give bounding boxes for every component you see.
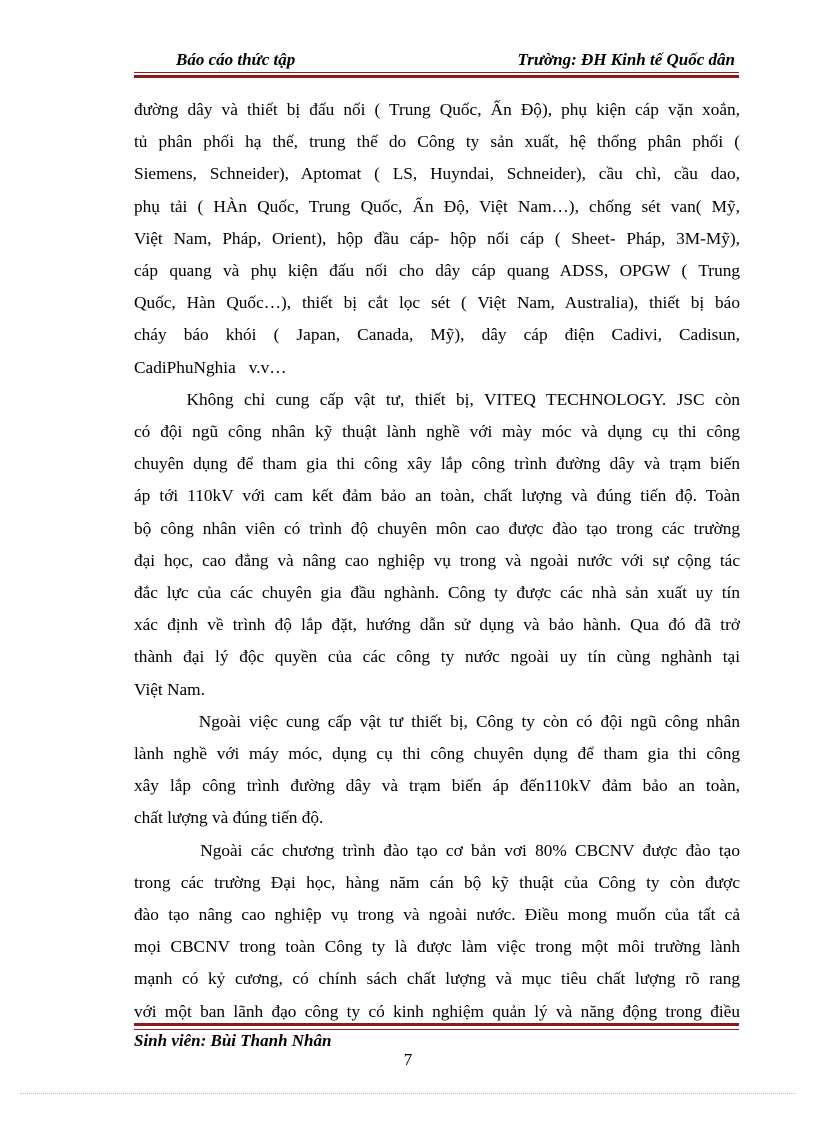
footer-student-name: Sinh viên: Bùi Thanh Nhân [134,1031,332,1050]
text-line: xác định về trình độ lắp đặt, hướng dẫn sử dụng và bảo hành. Qua đó đã trở [134,615,740,635]
header-right-title: Trường: ĐH Kinh tế Quốc dân [517,50,735,69]
text-line: lành nghề với máy móc, dụng cụ thi công chuyên dụng để tham gia thi công [134,744,740,764]
text-line: CadiPhuNghia v.v… [134,357,287,377]
text-line: tủ phân phối hạ thế, trung thế do Công ty sản xuất, hệ thống phân phối ( [134,132,740,152]
text-line: chuyên dụng để tham gia thi công xây lắp công trình đường dây và trạm biến [134,454,740,474]
text-line: cháy báo khói ( Japan, Canada, Mỹ), dây cáp điện Cadivi, Cadisun, [134,325,740,345]
text-line: Việt Nam. [134,679,205,699]
text-line: cáp quang và phụ kiện đấu nối cho dây cáp quang ADSS, OPGW ( Trung [134,261,740,281]
text-line: Siemens, Schneider), Aptomat ( LS, Huyndai, Schneider), cầu chì, cầu dao, [134,164,740,184]
text-line: xây lắp công trình đường dây và trạm biến áp đến110kV đảm bảo an toàn, [134,776,740,796]
text-line: Ngoài việc cung cấp vật tư thiết bị, Công ty còn có đội ngũ công nhân [134,711,740,731]
footer-rule-thin [134,1029,739,1030]
paragraph-4 [134,835,740,1028]
header-rule-thick [134,75,739,78]
text-line: trong các trường Đại học, hàng năm cán bộ kỹ thuật của Công ty còn được [134,872,740,892]
page-bottom-dotted-line [20,1093,796,1094]
page-number: 7 [403,1050,413,1069]
text-line: Quốc, Hàn Quốc…), thiết bị cắt lọc sét ( Việt Nam, Australia), thiết bị báo [134,293,740,313]
text-line: thành đại lý độc quyền của các công ty nước ngoài uy tín cùng nghành tại [134,647,740,667]
text-line: đại học, cao đẳng và nâng cao nghiệp vụ trong và ngoài nước với sự cộng tác [134,550,740,570]
text-line: đào tạo nâng cao nghiệp vụ trong và ngoài nước. Điều mong muốn của tất cả [134,905,740,925]
header-left-title: Báo cáo thức tập [176,50,296,69]
paragraph-1 [134,94,740,384]
text-line: phụ tải ( HÀn Quốc, Trung Quốc, Ấn Độ, Việt Nam…), chống sét van( Mỹ, [134,196,740,216]
text-line: đường dây và thiết bị đấu nối ( Trung Quốc, Ấn Độ), phụ kiện cáp vặn xoắn, [134,100,740,119]
text-line: với một ban lãnh đạo công ty có kinh nghiệm quản lý và năng động trong điều [134,1001,740,1021]
text-line: đắc lực của các chuyên gia đầu nghành. Công ty được các nhà sản xuất uy tín [134,583,740,603]
text-line: có đội ngũ công nhân kỹ thuật lành nghề với mày móc và dụng cụ thi công [134,422,740,442]
text-line: Ngoài các chương trình đào tạo cơ bản vơi 80% CBCNV được đào tạo [134,840,740,860]
text-line: mạnh có kỷ cương, có chính sách chất lượng và mục tiêu chất lượng rõ rang [134,969,740,989]
body-text [134,94,740,1028]
header-rule-thin [134,72,739,73]
footer-rule-thick [134,1023,739,1026]
text-line: bộ công nhân viên có trình độ chuyên môn cao được đào tạo trong các trường [134,518,740,538]
text-line: chất lượng và đúng tiến độ. [134,808,324,828]
paragraph-2 [134,384,740,706]
text-line: Không chỉ cung cấp vật tư, thiết bị, VITEQ TECHNOLOGY. JSC còn [134,389,740,409]
paragraph-3 [134,706,740,835]
text-line: Việt Nam, Pháp, Orient), hộp đầu cáp- hộp nối cáp ( Sheet- Pháp, 3M-Mỹ), [134,228,740,248]
text-line: áp tới 110kV với cam kết đảm bảo an toàn, chất lượng và đúng tiến độ. Toàn [134,486,740,506]
text-line: mọi CBCNV trong toàn Công ty là được làm việc trong một môi trường lành [134,937,740,957]
